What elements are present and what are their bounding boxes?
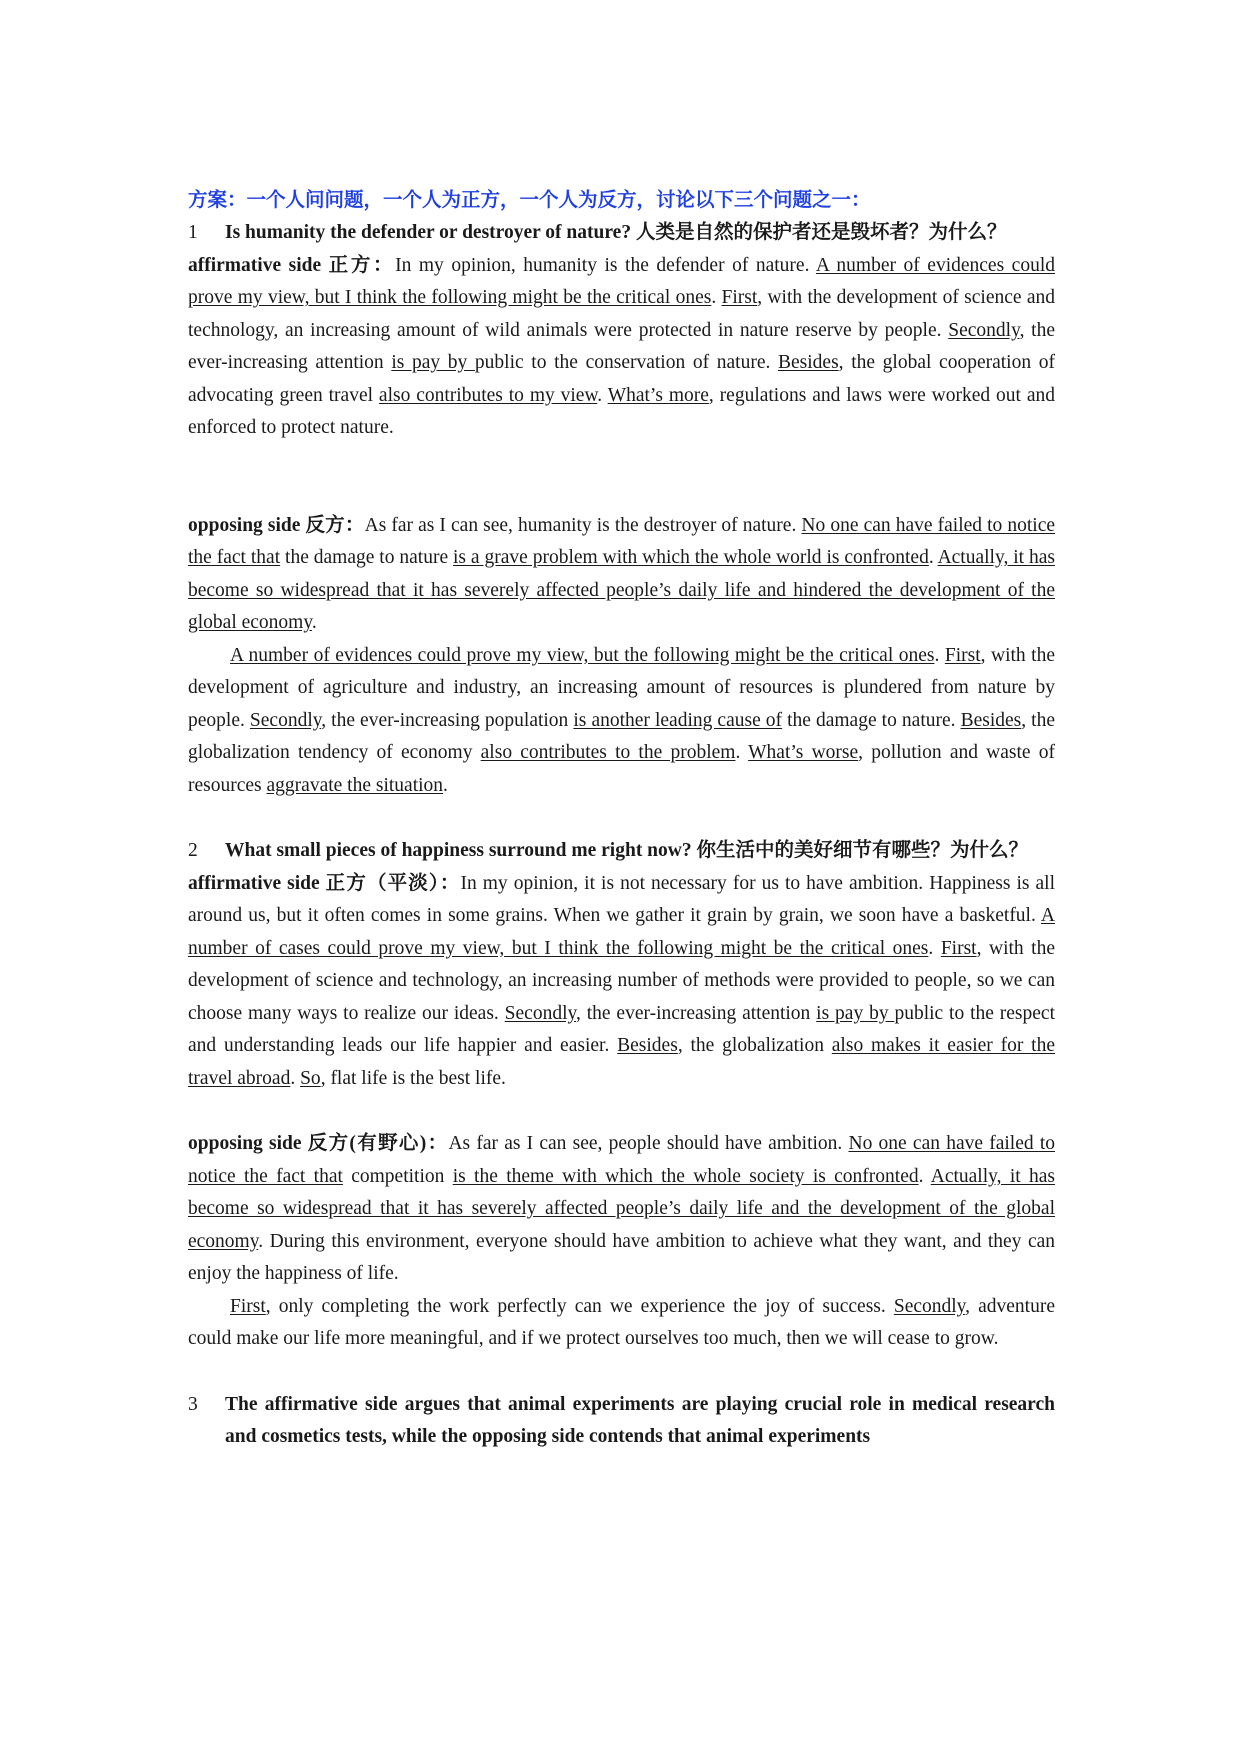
underlined-phrase: What’s more <box>607 384 709 406</box>
text-run: competition <box>342 1165 453 1187</box>
underlined-phrase: is pay by <box>391 352 475 373</box>
question-number: 2 <box>188 840 198 861</box>
text-run: , with the development of science and technology, an increasing amount of wild animals were protected in nature reserve by people. <box>188 287 1056 341</box>
text-run: , the ever-increasing attention <box>575 1002 817 1024</box>
text-run: As far as I can see, humanity is the destroyer of nature. <box>364 514 802 536</box>
spacer <box>188 445 1055 510</box>
text-run: . <box>918 1165 931 1187</box>
spacer <box>188 802 1055 835</box>
affirmative-label: affirmative side 正方： <box>188 254 396 276</box>
underlined-phrase: A number of evidences could prove my view, but the following might be the critical ones <box>230 644 935 666</box>
opposing-label: opposing side 反方： <box>188 514 365 536</box>
underlined-phrase: So <box>300 1067 321 1089</box>
q2-opposing-paragraph <box>188 1128 1055 1291</box>
underlined-phrase: No one can have failed to notice the fact that <box>188 514 1055 568</box>
text-run: . <box>290 1067 301 1089</box>
underlined-phrase: First <box>944 644 981 666</box>
underlined-phrase: A number of cases could prove my view, but I think the following might be the critical ones <box>188 905 1055 959</box>
text-run: As far as I can see, people should have ambition. <box>448 1133 849 1154</box>
text-run: the damage to nature <box>280 547 454 568</box>
text-run: , the ever-increasing attention <box>188 319 1056 373</box>
underlined-phrase: also contributes to my view <box>378 384 598 406</box>
underlined-phrase: Secondly <box>893 1295 966 1317</box>
text-run: , the globalization <box>677 1035 832 1056</box>
q1-affirmative-paragraph <box>188 250 1055 445</box>
underlined-phrase: also makes it easier for the travel abroad <box>188 1035 1055 1089</box>
question-2 <box>188 835 1055 868</box>
underlined-phrase: A number of evidences could prove my view, but I think the following might be the critical ones <box>188 254 1056 308</box>
intro-instruction: 方案：一个人问问题，一个人为正方，一个人为反方，讨论以下三个问题之一： <box>188 190 871 211</box>
underlined-phrase: No one can have failed to notice the fact that <box>188 1133 1055 1187</box>
underlined-phrase: also contributes to the problem <box>480 742 736 763</box>
text-run: . <box>928 937 941 959</box>
document-body <box>188 185 1055 1454</box>
affirmative-label: affirmative side 正方（平淡）： <box>188 872 461 894</box>
text-run: , the global cooperation of advocating green travel <box>188 352 1055 406</box>
text-run: , regulations and laws were worked out and enforced to protect nature. <box>188 384 1056 438</box>
spacer <box>188 1356 1055 1389</box>
text-run: , with the development of science and technology, an increasing number of methods were provided to people, so we can choose many ways to realize our ideas. <box>188 937 1056 1024</box>
text-run: , pollution and waste of resources <box>188 742 1055 796</box>
text-run: . <box>443 774 448 796</box>
text-run: . <box>928 547 938 568</box>
q2-affirmative-paragraph <box>188 868 1055 1096</box>
text-run: public to the conservation of nature. <box>474 352 778 373</box>
text-run: . <box>597 384 608 406</box>
underlined-phrase: is pay by <box>816 1002 895 1024</box>
underlined-phrase: First <box>230 1295 266 1317</box>
underlined-phrase: What’s worse <box>748 742 859 763</box>
underlined-phrase: Besides <box>778 352 839 373</box>
question-3 <box>188 1389 1055 1454</box>
underlined-phrase: Besides <box>617 1035 678 1056</box>
question-number: 3 <box>188 1393 198 1415</box>
underlined-phrase: Actually, it has become so widespread that it has severely affected people’s daily life and the development of the global economy <box>188 1165 1055 1252</box>
text-run: , flat life is the best life. <box>320 1067 506 1089</box>
q2-opposing-paragraph-2 <box>188 1291 1055 1356</box>
text-run: public to the respect and understanding leads our life happier and easier. <box>188 1002 1055 1056</box>
underlined-phrase: Secondly <box>249 709 322 731</box>
underlined-phrase: Actually, it has become so widespread that it has severely affected people’s daily life and hindered the development of the global economy <box>188 547 1055 633</box>
question-number: 1 <box>188 222 198 243</box>
text-run: . <box>311 612 317 633</box>
question-1 <box>188 217 1055 250</box>
question-title: Is humanity the defender or destroyer of nature? 人类是自然的保护者还是毁坏者？为什么？ <box>225 222 1007 243</box>
text-run: , adventure could make our life more meaningful, and if we protect ourselves too much, then we will cease to grow. <box>188 1295 1055 1349</box>
opposing-label: opposing side 反方(有野心)： <box>188 1133 449 1154</box>
text-run: In my opinion, humanity is the defender of nature. <box>395 254 816 276</box>
question-title: The affirmative side argues that animal experiments are playing crucial role in medical research and cosmetics tests, while the opposing side contends that animal experiments <box>225 1393 1055 1447</box>
underlined-phrase: aggravate the situation <box>266 774 444 796</box>
text-run: In my opinion, it is not necessary for us to have ambition. Happiness is all around us, but it often comes in some grains. When we gather it grain by grain, we soon have a basketful. <box>188 872 1055 926</box>
question-title: What small pieces of happiness surround me right now? 你生活中的美好细节有哪些？为什么？ <box>225 840 1028 861</box>
text-run: , the globalization tendency of economy <box>188 709 1056 763</box>
q1-opposing-paragraph <box>188 510 1055 640</box>
text-run: , the ever-increasing population <box>321 709 574 731</box>
underlined-phrase: is the theme with which the whole society is confronted <box>452 1165 919 1187</box>
q1-opposing-paragraph-2 <box>188 640 1055 803</box>
underlined-phrase: is a grave problem with which the whole world is confronted <box>453 547 929 568</box>
underlined-phrase: Besides <box>960 709 1022 731</box>
text-run: . <box>711 287 722 308</box>
text-run: . During this environment, everyone should have ambition to achieve what they want, and they can enjoy the happiness of life. <box>188 1230 1055 1284</box>
underlined-phrase: Secondly <box>504 1002 576 1024</box>
underlined-phrase: First <box>940 937 977 959</box>
text-run: . <box>735 742 749 763</box>
text-run: . <box>934 644 945 666</box>
underlined-phrase: First <box>721 287 758 308</box>
text-run: the damage to nature. <box>782 709 961 731</box>
text-run: , with the development of agriculture and industry, an increasing amount of resources is plundered from nature by people. <box>188 644 1055 731</box>
underlined-phrase: Secondly <box>948 319 1020 341</box>
underlined-phrase: is another leading cause of <box>573 709 783 731</box>
text-run: , only completing the work perfectly can we experience the joy of success. <box>265 1295 894 1317</box>
spacer <box>188 1095 1055 1128</box>
